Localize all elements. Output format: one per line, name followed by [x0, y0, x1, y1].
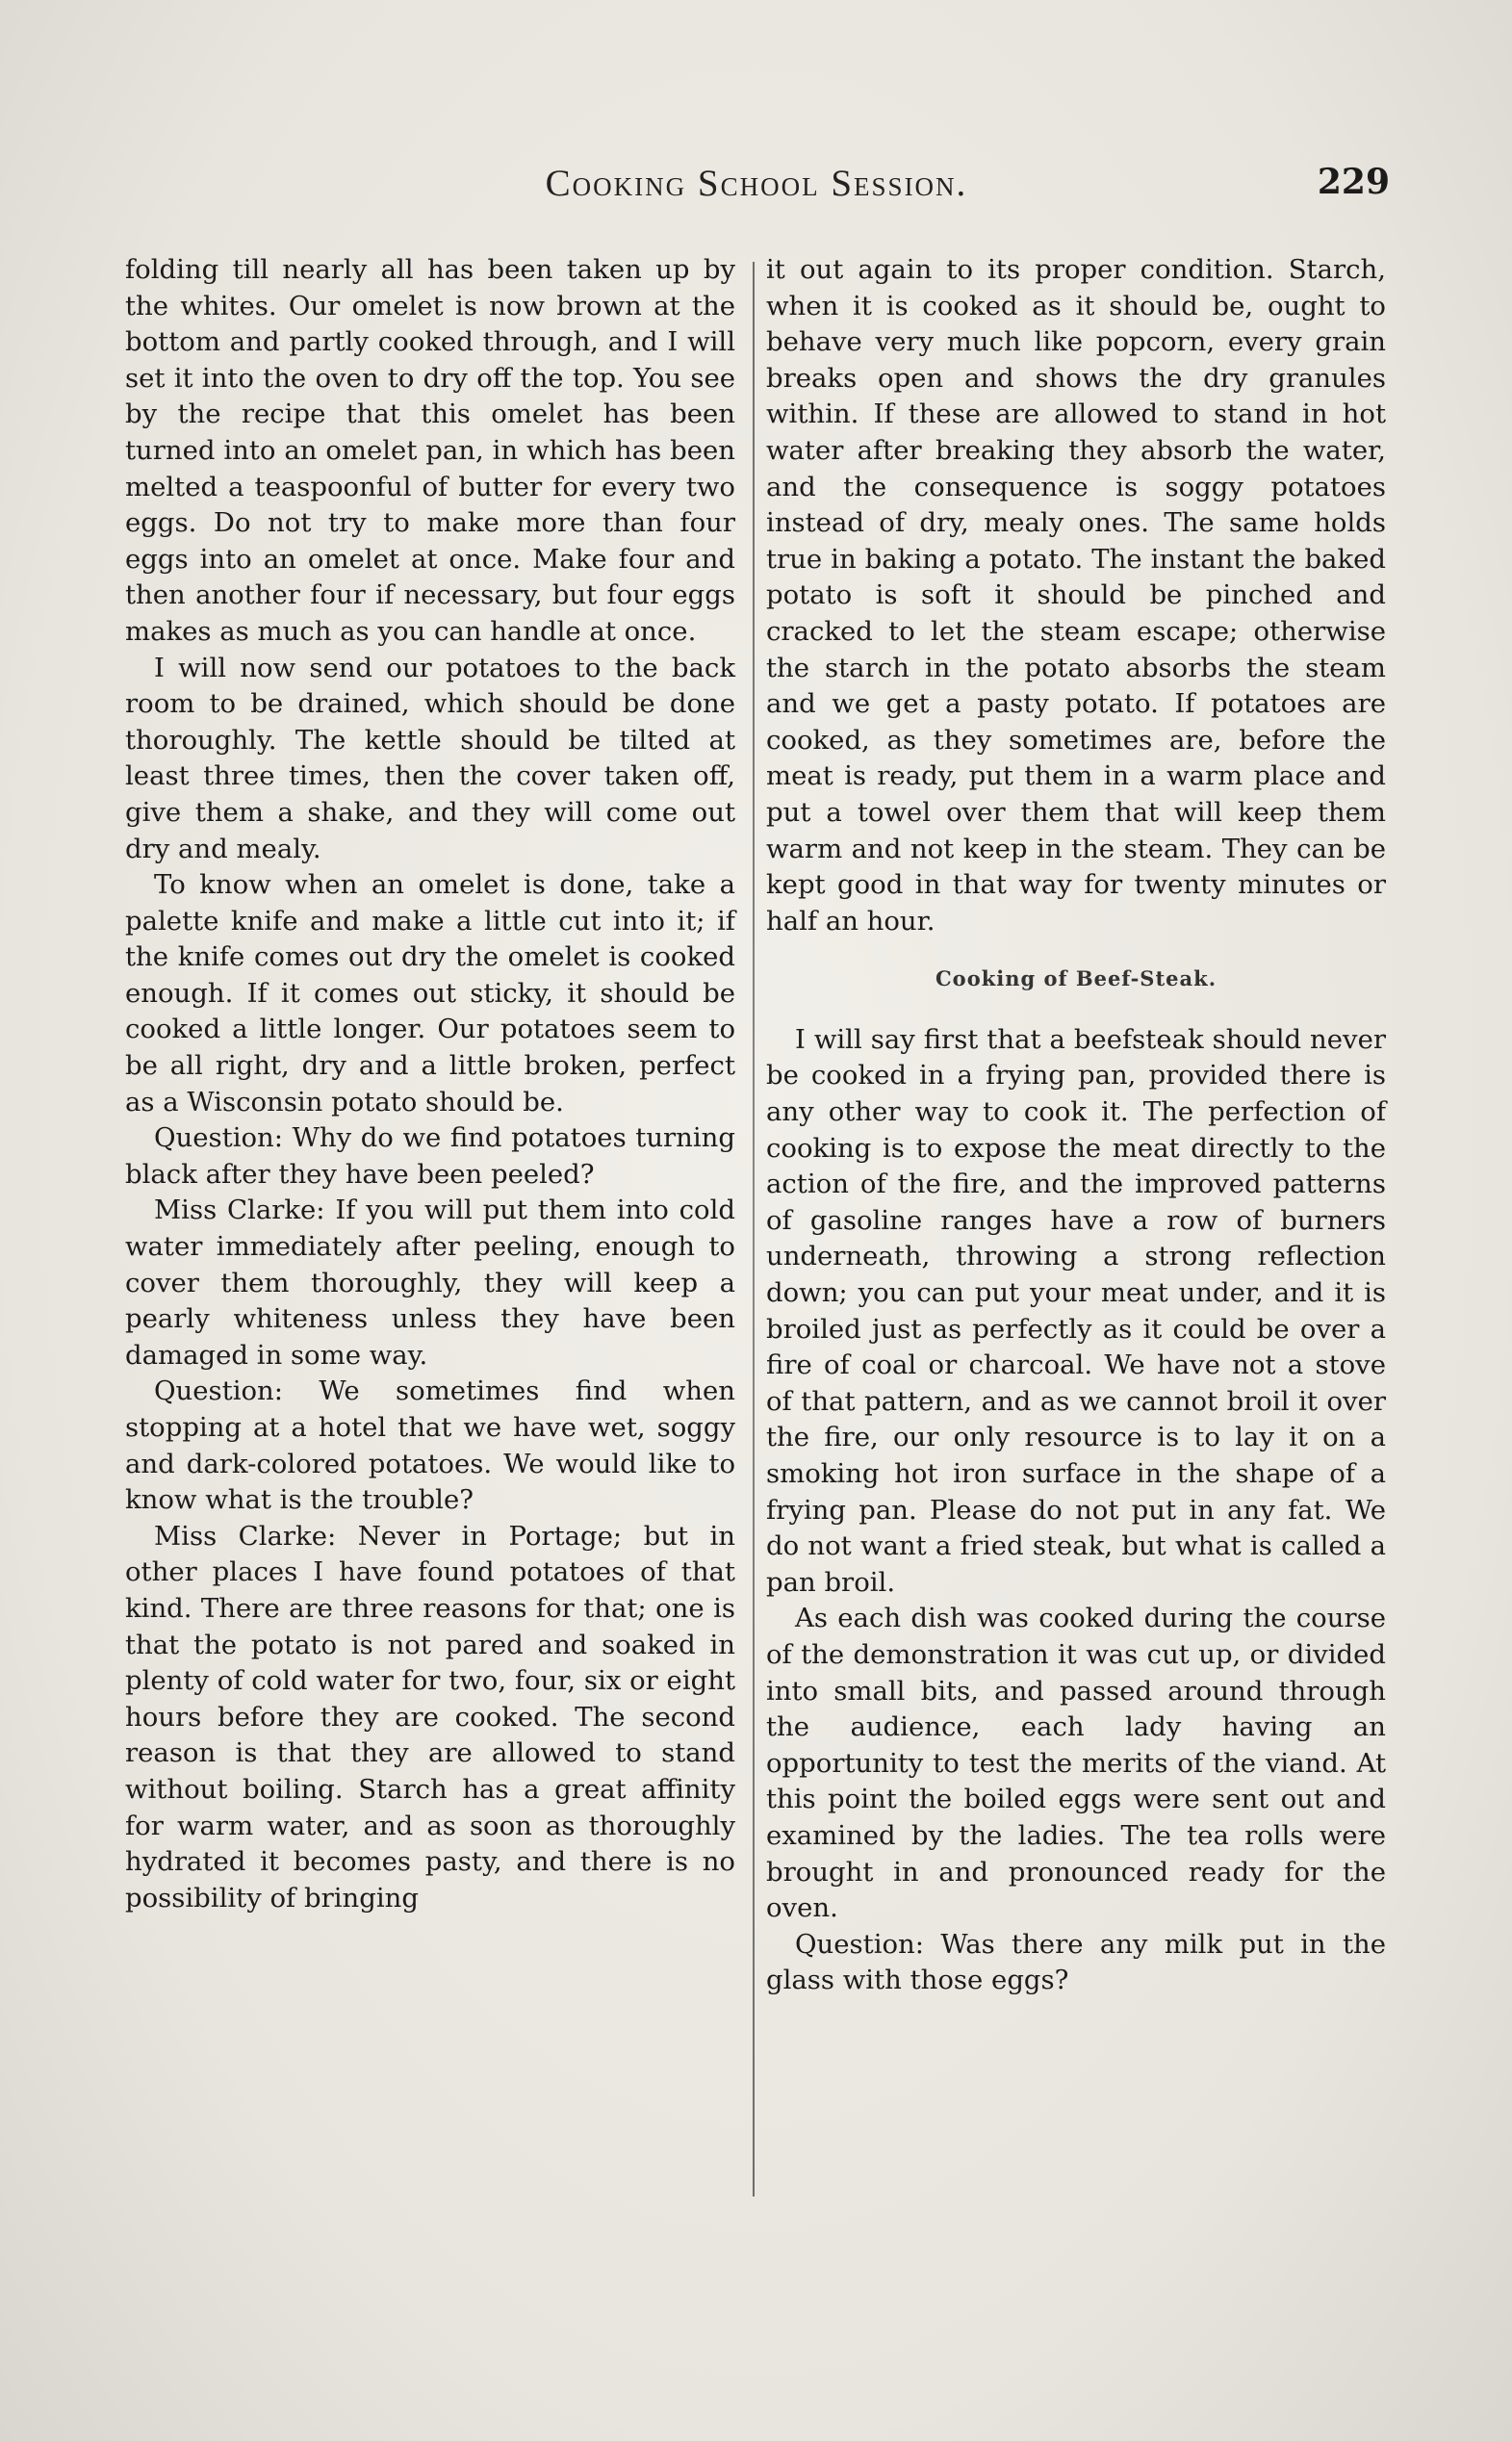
paragraph: To know when an omelet is done, take a palette knife and make a little cut into it; if the knife comes out dry the omelet is cooked enough. If it comes out sticky, it should be cooked a little longer. Our potatoes seem to be all right, dry and a little broken, perfect as a Wisconsin potato should be.: [125, 869, 735, 1118]
running-title: Cooking School Session.: [545, 163, 968, 204]
question-paragraph: Question: We sometimes find when stopping at a hotel that we have wet, soggy and dark-colored potatoes. We would like to know what is the trouble?: [125, 1375, 735, 1516]
paragraph: folding till nearly all has been taken up by the whites. Our omelet is now brown at the bottom and partly cooked through, and I will set it into the oven to dry off the top. You see by the recipe that this omelet has been turned into an omelet pan, in which has been melted a teaspoonful of butter for every two eggs. Do not try to make more than four eggs into an omelet at once. Make four and then another four if necessary, but four eggs makes as much as you can handle at once.: [125, 254, 735, 647]
section-heading: Cooking of Beef-Steak.: [935, 966, 1217, 991]
answer-paragraph: Miss Clarke: Never in Portage; but in other places I have found potatoes of that kind. There are three reasons for that; one is that the potato is not pared and soaked in plenty of cold water for two, four, six or eight hours before they are cooked. The second reason is that they are allowed to stand without boiling. Starch has a great affinity for warm water, and as soon as thoroughly hydrated it becomes pasty, and there is no possibility of bringing: [125, 1520, 735, 1914]
question-paragraph: Question: Was there any milk put in the glass with those eggs?: [766, 1928, 1386, 1996]
paragraph: I will say first that a beefsteak should never be cooked in a frying pan, provided there is any other way to cook it. The perfection of cooking is to expose the meat directly to the action of the fire, and the improved patterns of gasoline ranges have a row of burners underneath, throwing a strong reflection down; you can put your meat under, and it is broiled just as perfectly as it could be over a fire of coal or charcoal. We have not a stove of that pattern, and as we cannot broil it over the fire, our only resource is to lay it on a smoking hot iron surface in the shape of a frying pan. Please do not put in any fat. We do not want a fried steak, but what is called a pan broil.: [766, 1023, 1386, 1598]
running-head: [123, 162, 1390, 216]
page-number: 229: [1317, 162, 1390, 202]
paragraph: As each dish was cooked during the course of the demonstration it was cut up, or divided into small bits, and passed around through the audience, each lady having an opportunity to test the merits of the viand. At this point the boiled eggs were sent out and examined by the ladies. The tea rolls were brought in and pronounced ready for the oven.: [766, 1603, 1386, 1924]
left-column: [125, 252, 735, 1916]
paragraph: I will now send our potatoes to the back room to be drained, which should be done thoroughly. The kettle should be tilted at least three times, then the cover taken off, give them a shake, and they will come out dry and mealy.: [125, 652, 735, 864]
paragraph: it out again to its proper condition. Starch, when it is cooked as it should be, ought to behave very much like popcorn, every grain breaks open and shows the dry granules within. If these are allowed to stand in hot water after breaking they absorb the water, and the consequence is soggy potatoes instead of dry, mealy ones. The same holds true in baking a potato. The instant the baked potato is soft it should be pinched and cracked to let the steam escape; otherwise the starch in the potato absorbs the steam and we get a pasty potato. If potatoes are cooked, as they sometimes are, before the meat is ready, put them in a warm place and put a towel over them that will keep them warm and not keep in the steam. They can be kept good in that way for twenty minutes or half an hour.: [766, 254, 1386, 937]
answer-paragraph: Miss Clarke: If you will put them into cold water immediately after peeling, enough to cover them thoroughly, they will keep a pearly whiteness unless they have been damaged in some way.: [125, 1195, 735, 1371]
right-column: [766, 252, 1386, 1999]
question-paragraph: Question: Why do we find potatoes turning black after they have been peeled?: [125, 1122, 735, 1190]
column-divider: [753, 262, 755, 2197]
